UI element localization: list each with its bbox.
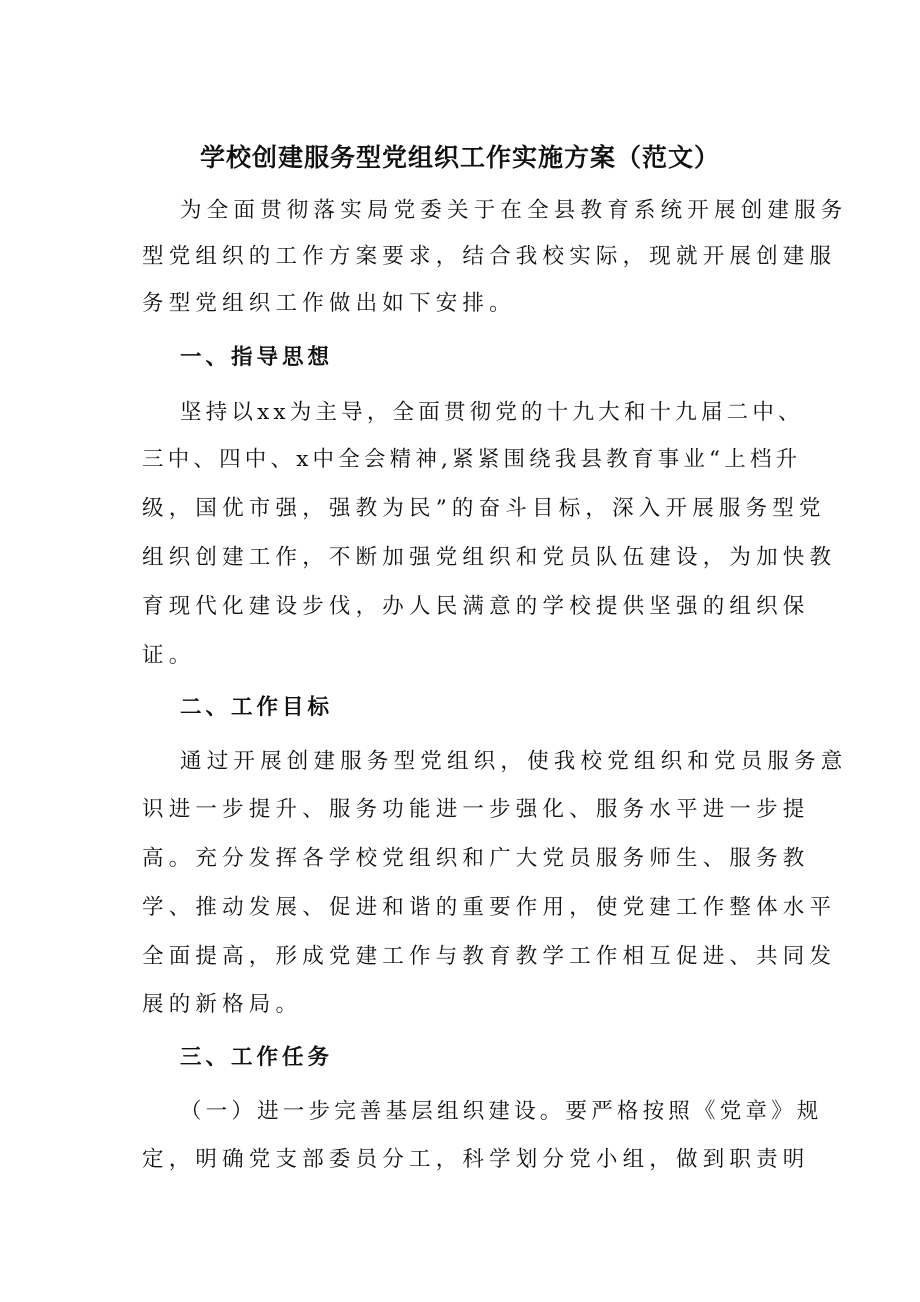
section-heading-guiding-thought: 一、指导思想: [180, 345, 334, 370]
section1-line-3: 级，国优市强，强教为民”的奋斗目标，深入开展服务型党: [142, 496, 826, 521]
section1-line-6: 证。: [142, 643, 196, 668]
section1-line-1: 坚持以xx为主导，全面贯彻党的十九大和十九届二中、: [180, 400, 804, 425]
intro-line-1: 为全面贯彻落实局党委关于在全县教育系统开展创建服务: [180, 198, 848, 223]
section-heading-work-goals: 二、工作目标: [180, 695, 334, 720]
section1-line-2: 三中、四中、x中全会精神,紧紧围绕我县教育事业“上档升: [142, 447, 802, 472]
intro-line-2: 型党组织的工作方案要求，结合我校实际，现就开展创建服: [142, 244, 837, 269]
section2-line-5: 全面提高，形成党建工作与教育教学工作相互促进、共同发: [142, 944, 837, 969]
section2-line-6: 展的新格局。: [142, 992, 303, 1017]
section1-line-5: 育现代化建设步伐，办人民满意的学校提供坚强的组织保: [142, 594, 810, 619]
section3-line-1: （一）进一步完善基层组织建设。要严格按照《党章》规: [180, 1099, 823, 1124]
document-title: 学校创建服务型党组织工作实施方案（范文）: [199, 143, 720, 172]
section1-line-4: 组织创建工作，不断加强党组织和党员队伍建设，为加快教: [142, 545, 837, 570]
intro-line-3: 务型党组织工作做出如下安排。: [142, 291, 516, 316]
section-heading-work-tasks: 三、工作任务: [180, 1045, 334, 1070]
section2-line-2: 识进一步提升、服务功能进一步强化、服务水平进一步提: [142, 797, 810, 822]
section3-line-2: 定，明确党支部委员分工，科学划分党小组，做到职责明: [142, 1147, 810, 1172]
section2-line-3: 高。充分发挥各学校党组织和广大党员服务师生、服务教: [142, 846, 810, 871]
section2-line-4: 学、推动发展、促进和谐的重要作用，使党建工作整体水平: [142, 895, 837, 920]
section2-line-1: 通过开展创建服务型党组织，使我校党组织和党员服务意: [180, 749, 848, 774]
